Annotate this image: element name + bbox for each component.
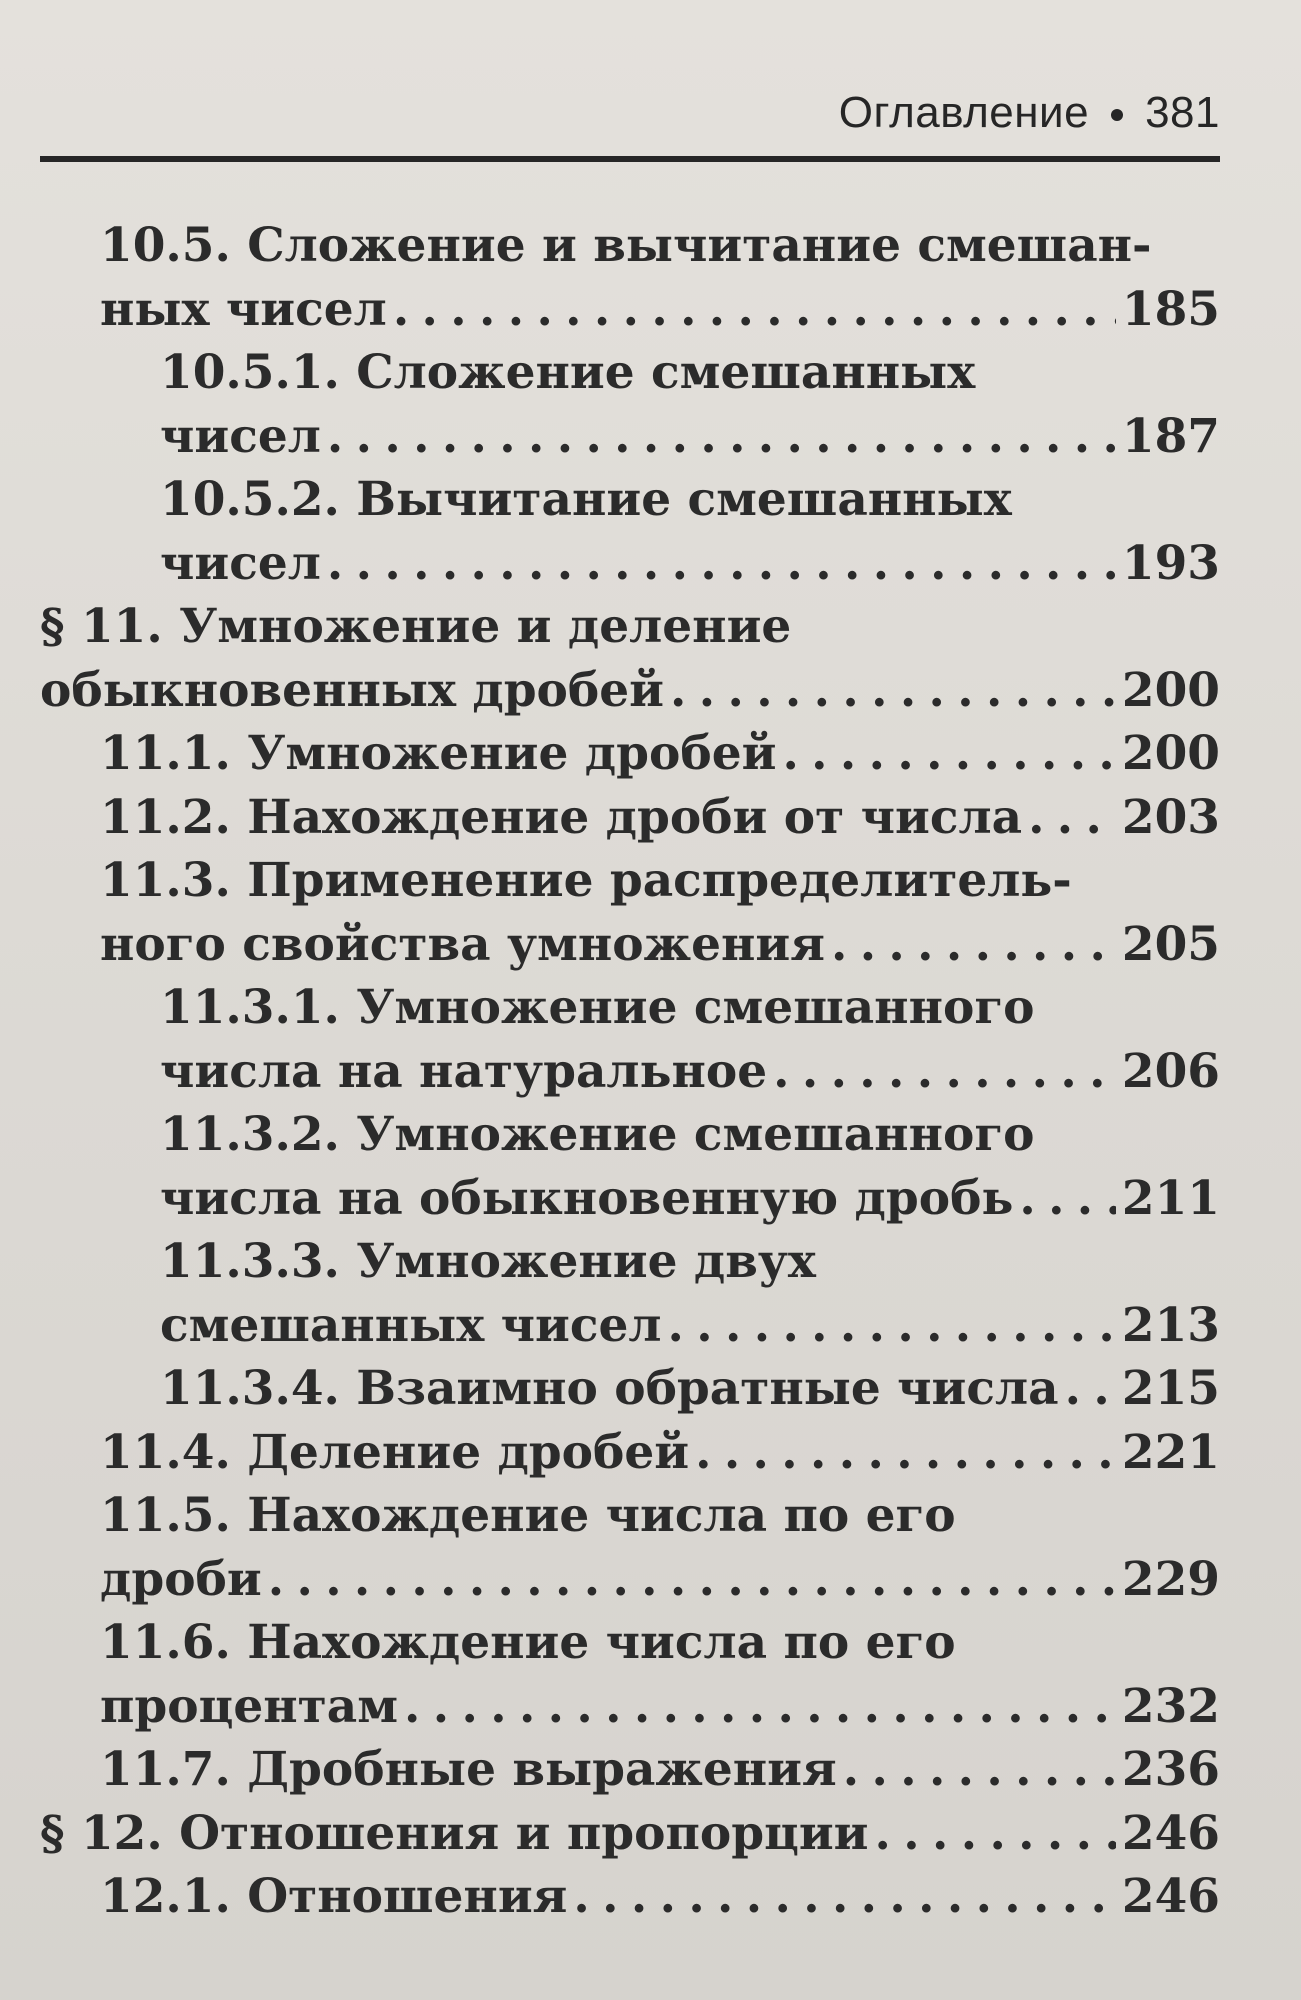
toc-entry-title-cont: ного свойства умножения: [100, 916, 825, 972]
toc-entry-title: 11.7. Дробные выражения: [100, 1742, 837, 1797]
toc-entry: [40, 722, 1220, 786]
toc-page-number: 185: [1121, 281, 1220, 337]
dot-leader: [1019, 1167, 1116, 1231]
toc-entry-title-cont: ных чисел: [100, 281, 387, 337]
header-page-number: 381: [1145, 88, 1220, 137]
toc-entry: [40, 1484, 1220, 1611]
header-text: [839, 88, 1220, 138]
toc-entry: [40, 595, 1220, 722]
dot-leader: [573, 1865, 1115, 1929]
toc-entry-title-cont: числа на обыкновенную дробь: [160, 1170, 1014, 1226]
toc-entry-title: 11.3.2. Умножение смешанного: [160, 1107, 1035, 1162]
toc-entry-title-cont: дроби: [100, 1551, 262, 1607]
header-rule: [40, 156, 1220, 162]
dot-leader: [695, 1421, 1116, 1485]
table-of-contents: [40, 214, 1220, 1929]
toc-page-number: 221: [1121, 1424, 1220, 1480]
toc-entry: [40, 341, 1220, 468]
toc-page-number: 229: [1121, 1551, 1220, 1607]
toc-page-number: 215: [1121, 1361, 1220, 1416]
toc-entry-title-cont: процентам: [100, 1678, 399, 1734]
toc-entry: [40, 1103, 1220, 1230]
toc-page-number: 206: [1121, 1043, 1220, 1099]
toc-entry-title: 10.5. Сложение и вычитание смешан-: [100, 218, 1152, 273]
toc-page-number: 236: [1121, 1742, 1220, 1797]
toc-entry: [40, 468, 1220, 595]
dot-leader: [1028, 786, 1116, 850]
toc-entry-title: 10.5.2. Вычитание смешанных: [160, 472, 1012, 527]
toc-page-number: 211: [1121, 1170, 1220, 1226]
toc-page-number: 187: [1121, 408, 1220, 464]
bullet-icon: [1111, 109, 1123, 121]
toc-entry-title: 10.5.1. Сложение смешанных: [160, 345, 976, 400]
toc-entry-title-cont: обыкновенных дробей: [40, 662, 665, 718]
toc-entry-title: § 12. Отношения и пропорции: [40, 1805, 869, 1861]
toc-entry-title: 11.5. Нахождение числа по его: [100, 1488, 956, 1543]
header-title: Оглавление: [838, 88, 1090, 137]
toc-entry: [40, 1611, 1220, 1738]
toc-entry: [40, 1738, 1220, 1802]
running-header: [40, 88, 1220, 148]
toc-entry-title: 11.2. Нахождение дроби от числа: [100, 789, 1023, 845]
dot-leader: [668, 1294, 1116, 1358]
dot-leader: [831, 913, 1116, 977]
toc-entry-title: 11.3.4. Взаимно обратные числа: [160, 1361, 1059, 1416]
dot-leader: [268, 1548, 1116, 1612]
toc-page-number: 246: [1121, 1869, 1220, 1924]
toc-page-number: 203: [1121, 789, 1220, 845]
toc-entry: [40, 1865, 1220, 1929]
toc-entry-title-cont: чисел: [160, 535, 321, 591]
toc-entry-title: 11.3.1. Умножение смешанного: [160, 980, 1035, 1035]
dot-leader: [843, 1738, 1116, 1802]
toc-page-number: 200: [1121, 726, 1220, 781]
toc-entry-title-cont: числа на натуральное: [160, 1043, 768, 1099]
toc-entry: [40, 849, 1220, 976]
toc-page-number: 193: [1121, 535, 1220, 591]
dot-leader: [773, 1040, 1116, 1104]
toc-entry-title: 11.4. Деление дробей: [100, 1424, 690, 1480]
dot-leader: [393, 278, 1116, 342]
toc-entry-title: 11.3. Применение распределитель-: [100, 853, 1072, 908]
toc-entry-title: 11.6. Нахождение числа по его: [100, 1615, 956, 1670]
toc-entry: [40, 1802, 1220, 1866]
dot-leader: [404, 1675, 1116, 1739]
toc-entry: [40, 1421, 1220, 1485]
toc-page-number: 200: [1121, 662, 1220, 718]
dot-leader: [1065, 1357, 1116, 1421]
dot-leader: [670, 659, 1116, 723]
dot-leader: [782, 722, 1115, 786]
toc-entry: [40, 214, 1220, 341]
toc-entry-title: 12.1. Отношения: [100, 1869, 568, 1924]
toc-entry-title: § 11. Умножение и деление: [40, 599, 792, 654]
toc-page-number: 232: [1121, 1678, 1220, 1734]
dot-leader: [327, 532, 1116, 596]
toc-entry-title-cont: смешанных чисел: [160, 1297, 662, 1353]
toc-entry-title: 11.3.3. Умножение двух: [160, 1234, 816, 1289]
toc-entry: [40, 976, 1220, 1103]
toc-entry: [40, 786, 1220, 850]
dot-leader: [327, 405, 1116, 469]
toc-entry-title: 11.1. Умножение дробей: [100, 726, 777, 781]
toc-entry: [40, 1357, 1220, 1421]
toc-page-number: 213: [1121, 1297, 1220, 1353]
toc-entry-title-cont: чисел: [160, 408, 321, 464]
dot-leader: [875, 1802, 1116, 1866]
toc-page-number: 246: [1121, 1805, 1220, 1861]
toc-entry: [40, 1230, 1220, 1357]
toc-page-number: 205: [1121, 916, 1220, 972]
